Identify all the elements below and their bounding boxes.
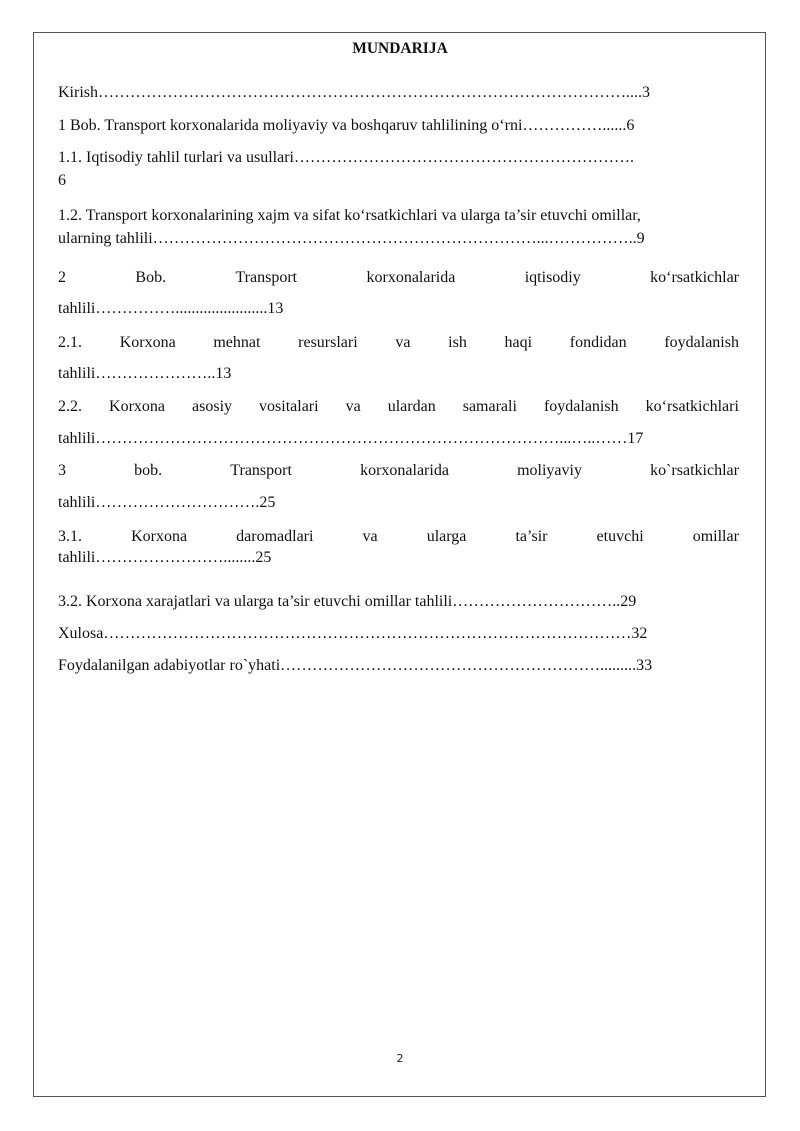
toc-entry-2-2-line1: [58, 398, 739, 416]
toc-word: ko‘rsatkichlari: [645, 398, 739, 415]
toc-entry-xulosa: Xulosa………………………………………………………………………………………32: [58, 625, 648, 642]
toc-word: ta’sir: [515, 528, 548, 545]
toc-word: Bob.: [135, 269, 167, 286]
toc-entry-bob1: 1 Bob. Transport korxonalarida moliyaviy va boshqaruv tahlilining o‘rni……………......6: [58, 117, 635, 134]
toc-word: korxonalarida: [366, 269, 456, 286]
toc-entry-2-1-line1: [58, 334, 739, 352]
toc-entry-bob3-line2: tahlili………………………….25: [58, 494, 276, 511]
toc-word: asosiy: [192, 398, 233, 415]
toc-entry-1-2-line2: ularning tahlili………………………………………………………………...……………..9: [58, 230, 645, 247]
toc-word: 3: [58, 462, 66, 479]
toc-entry-2-1-line2: tahlili…………………..13: [58, 365, 232, 382]
toc-word: 2: [58, 269, 66, 286]
toc-entry-3-2: 3.2. Korxona xarajatlari va ularga ta’sir etuvchi omillar tahlili…………………………..29: [58, 593, 637, 610]
toc-word: bob.: [134, 462, 163, 479]
toc-word: haqi: [504, 334, 533, 351]
toc-word: ko‘rsatkichlar: [650, 269, 739, 286]
toc-entry-3-1-line1: [58, 528, 739, 546]
toc-entry-bob2-line2: tahlili…………….......................13: [58, 300, 284, 317]
toc-word: mehnat: [213, 334, 261, 351]
toc-word: resurslari: [298, 334, 358, 351]
toc-word: omillar: [692, 528, 739, 545]
toc-word: 2.2.: [58, 398, 82, 415]
toc-word: 3.1.: [58, 528, 82, 545]
toc-entry-bob2-line1: [58, 269, 739, 287]
toc-entry-kirish: Kirish………………………………………………………………………………………....3: [58, 84, 650, 101]
toc-word: samarali: [462, 398, 517, 415]
toc-word: fondidan: [569, 334, 627, 351]
toc-word: ko`rsatkichlar: [650, 462, 739, 479]
toc-word: Transport: [230, 462, 292, 479]
toc-word: Korxona: [131, 528, 188, 545]
toc-word: va: [362, 528, 378, 545]
toc-word: foydalanish: [664, 334, 739, 351]
toc-entry-adabiyotlar: Foydalanilgan adabiyotlar ro`yhati…………………………………………………….........33: [58, 657, 653, 674]
page-number: 2: [396, 1052, 404, 1065]
toc-word: foydalanish: [543, 398, 619, 415]
toc-word: vositalari: [259, 398, 319, 415]
toc-word: Korxona: [119, 334, 176, 351]
toc-word: 2.1.: [58, 334, 82, 351]
toc-entry-1-1-line1: 1.1. Iqtisodiy tahlil turlari va usullari……………………………………………………….: [58, 149, 634, 166]
toc-entry-bob3-line1: [58, 462, 739, 480]
toc-word: va: [345, 398, 361, 415]
toc-word: etuvchi: [596, 528, 644, 545]
toc-word: va: [395, 334, 411, 351]
toc-word: ularga: [426, 528, 467, 545]
toc-word: moliyaviy: [517, 462, 582, 479]
toc-word: Transport: [235, 269, 298, 286]
toc-entry-3-1-line2: tahlili……………………........25: [58, 549, 272, 566]
toc-word: ulardan: [387, 398, 436, 415]
toc-word: korxonalarida: [360, 462, 449, 479]
toc-entry-2-2-line2: tahlili……………………………………………………………………………...…..……17: [58, 430, 644, 447]
toc-word: ish: [448, 334, 467, 351]
toc-entry-1-2-line1: 1.2. Transport korxonalarining xajm va sifat ko‘rsatkichlari va ularga ta’sir etuvchi omillar,: [58, 207, 641, 224]
page-title: MUNDARIJA: [352, 40, 448, 57]
toc-entry-1-1-line2: 6: [58, 172, 66, 189]
toc-word: Korxona: [109, 398, 165, 415]
toc-word: iqtisodiy: [524, 269, 581, 286]
toc-word: daromadlari: [236, 528, 314, 545]
